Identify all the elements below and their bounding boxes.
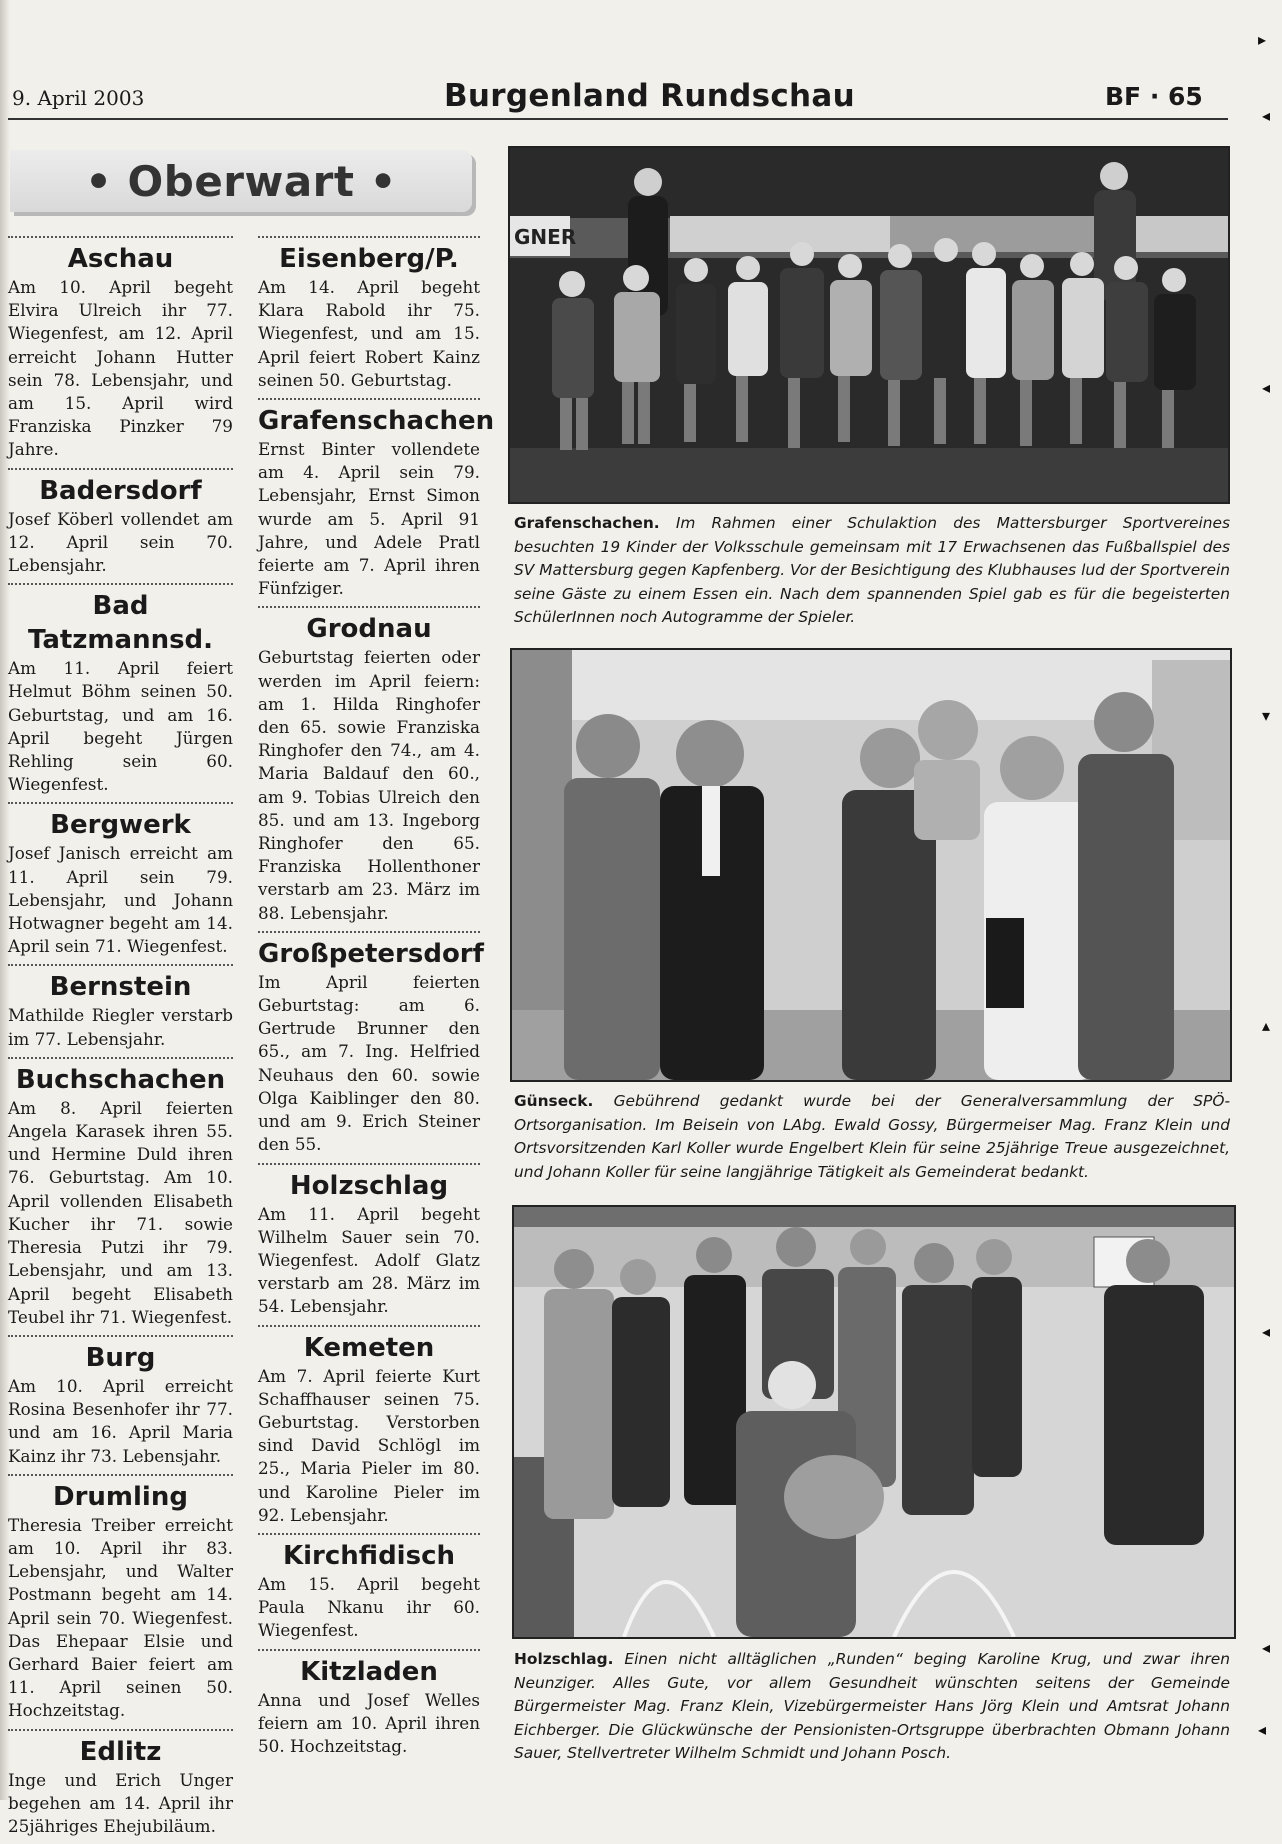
announcement-text: Josef Janisch erreicht am 11. April sein 79. Lebensjahr, und Johann Hotwagner begeht am 14. April sein 71. Wiegenfest. bbox=[8, 843, 233, 957]
announcement-entry bbox=[258, 236, 480, 392]
announcement-entry bbox=[258, 931, 484, 1157]
announcement-entry bbox=[8, 583, 233, 796]
announcement-entry bbox=[258, 606, 480, 924]
caption-place: Grafenschachen. bbox=[514, 514, 660, 532]
announcement-entry bbox=[8, 802, 233, 958]
announcement-text: Am 8. April feierten Angela Karasek ihren 55. und Hermine Duld ihren 76. Geburtstag. Am 10. April vollenden Elisabeth Kucher ihr 71. sowie Theresia Putzi ihr 79. Lebensjahr, und am 13. April begeht Elisabeth Teubel ihr 71. Wiegenfest. bbox=[8, 1097, 233, 1327]
caption-text: Einen nicht alltäglichen „Runden“ beging Karoline Krug, und zwar ihren Neunziger. Alles Gute, vor allem Gesundheit wünschten seitens der Gemeinde Bürgermeister Mag. Franz Klein, Vizebürgermeister Hans Jörg Klein und Amtsrat Johann Eichberger. Die Glückwünsche der Pensionisten-Ortsgruppe überbrachten Obmann Johann Sauer, Stellvertreter Wilhelm Schmidt und Johann Posch. bbox=[514, 1650, 1230, 1762]
header-rule bbox=[8, 118, 1228, 120]
announcement-text: Am 10. April erreicht Rosina Besenhofer ihr 77. und am 16. April Maria Kainz ihr 73. Lebensjahr. bbox=[8, 1375, 233, 1466]
place-name: Großpetersdorf bbox=[258, 938, 484, 969]
photo-guenseck bbox=[510, 648, 1232, 1082]
scan-mark-icon: ▴ bbox=[1262, 1016, 1271, 1035]
announcement-entry bbox=[258, 1325, 480, 1527]
photo-holzschlag bbox=[512, 1205, 1236, 1639]
caption-text: Gebührend gedankt wurde bei der Generalversammlung der SPÖ-Ortsorganisation. Im Beisein von LAbg. Ewald Gossy, Bürgermeiser Mag. Franz Klein und Ortsvorsitzenden Karl Koller wurde Engelbert Klein für seine 25jährige Treue ausgezeichnet, und Johann Koller für seine langjährige Tätigkeit als Gemeinderat bedankt. bbox=[514, 1092, 1230, 1181]
photo-grafenschachen bbox=[508, 146, 1230, 504]
place-name: Grafenschachen bbox=[258, 406, 495, 437]
place-name: Grodnau bbox=[306, 614, 432, 645]
announcements-column-2 bbox=[258, 236, 495, 1764]
announcement-text: Am 15. April begeht Paula Nkanu ihr 60. Wiegenfest. bbox=[258, 1573, 480, 1641]
announcement-text: Anna und Josef Welles feiern am 10. April ihren 50. Hochzeitstag. bbox=[258, 1689, 480, 1756]
announcement-entry bbox=[258, 1533, 480, 1643]
place-name: Holzschlag bbox=[289, 1170, 449, 1201]
announcement-entry bbox=[258, 398, 495, 600]
announcement-entry bbox=[258, 1649, 480, 1759]
announcement-entry bbox=[8, 1057, 233, 1329]
caption-grafenschachen bbox=[514, 512, 1230, 630]
section-title: • Oberwart • bbox=[85, 156, 397, 206]
announcement-entry bbox=[8, 1729, 233, 1839]
announcement-text: Inge und Erich Unger begehen am 14. April ihr 25jähriges Ehejubiläum. bbox=[8, 1769, 233, 1836]
announcement-text: Theresia Treiber erreicht am 10. April ihr 83. Lebensjahr, und Walter Postmann begeht am 14. April sein 70. Wiegenfest. Das Ehepaar Elsie und Gerhard Baier feiert am 11. April seinen 50. Hochzeitstag. bbox=[8, 1514, 233, 1721]
place-name: Burg bbox=[85, 1342, 156, 1373]
place-name: Aschau bbox=[67, 244, 174, 274]
announcement-text: Am 7. April feierte Kurt Schaffhauser seinen 75. Geburtstag. Verstorben sind David Schlögl im 25., Maria Pieler im 80. und Karoline Pieler im 92. Lebensjahr. bbox=[258, 1365, 480, 1525]
place-name: Kemeten bbox=[303, 1332, 435, 1363]
scan-mark-icon: ◂ bbox=[1262, 106, 1271, 125]
page-number: BF · 65 bbox=[1105, 82, 1203, 111]
caption-holzschlag bbox=[514, 1648, 1230, 1766]
announcement-entry bbox=[8, 964, 233, 1050]
scan-mark-icon: ◂ bbox=[1258, 1720, 1267, 1739]
announcement-entry bbox=[8, 1474, 233, 1723]
caption-text: Im Rahmen einer Schulaktion des Mattersburger Sportvereines besuchten 19 Kinder der Volksschule gemeinsam mit 17 Erwachsenen das Fußballspiel des SV Mattersburg gegen Kapfenberg. Vor der Besichtigung des Klubhauses lud der Sportverein seine Gäste zu einem Essen ein. Nach dem spannenden Spiel gab es für die begeisterten SchülerInnen noch Autogramme der Spieler. bbox=[514, 514, 1230, 626]
announcements-column-1 bbox=[8, 236, 233, 1844]
announcement-text: Am 14. April begeht Klara Rabold ihr 75. Wiegenfest, und am 15. April feiert Robert Kainz seinen 50. Geburtstag. bbox=[258, 277, 480, 390]
announcement-entry bbox=[8, 468, 233, 578]
announcement-text: Geburtstag feierten oder werden im April feiern: am 1. Hilda Ringhofer den 65. sowie Franziska Ringhofer den 74., am 4. Maria Baldauf den 60., am 9. Tobias Ulreich den 85. und am 13. Ingeborg Ringhofer den 65. Franziska Hollenthoner verstarb am 23. März im 88. Lebensjahr. bbox=[258, 647, 480, 923]
scan-mark-icon: ▾ bbox=[1262, 706, 1271, 725]
caption-place: Günseck. bbox=[514, 1092, 594, 1110]
caption-place: Holzschlag. bbox=[514, 1650, 614, 1668]
place-name: Buchschachen bbox=[15, 1064, 226, 1095]
announcement-text: Im April feierten Geburtstag: am 6. Gertrude Brunner den 65., am 7. Ing. Helfried Neuhaus den 60. sowie Olga Kaiblinger den 80. und am 9. Erich Steiner den 55. bbox=[258, 971, 480, 1155]
issue-date: 9. April 2003 bbox=[12, 86, 145, 110]
announcement-text: Josef Köberl vollendet am 12. April sein 70. Lebensjahr. bbox=[8, 508, 233, 576]
newspaper-title: Burgenland Rundschau bbox=[444, 78, 855, 114]
place-name: Badersdorf bbox=[39, 475, 202, 506]
place-name: Bergwerk bbox=[50, 810, 191, 841]
announcement-entry bbox=[8, 236, 233, 462]
place-name: Bad Tatzmannsd. bbox=[27, 591, 214, 656]
announcement-text: Am 10. April begeht Elvira Ulreich ihr 77. Wiegenfest, am 12. April erreicht Johann Hutter sein 78. Lebensjahr, und am 15. April wird Franziska Pinzker 79 Jahre. bbox=[8, 277, 233, 460]
place-name: Kitzladen bbox=[300, 1656, 438, 1687]
place-name: Eisenberg/P. bbox=[279, 244, 459, 274]
scan-mark-icon: ◂ bbox=[1262, 1638, 1271, 1657]
announcement-text: Am 11. April begeht Wilhelm Sauer sein 70. Wiegenfest. Adolf Glatz verstarb am 28. März im 54. Lebensjahr. bbox=[258, 1203, 480, 1317]
caption-guenseck bbox=[514, 1090, 1230, 1184]
announcement-text: Am 11. April feiert Helmut Böhm seinen 50. Geburtstag, und am 16. April begeht Jürgen Rehling sein 60. Wiegenfest. bbox=[8, 658, 233, 795]
place-name: Kirchfidisch bbox=[283, 1540, 455, 1571]
announcement-text: Ernst Binter vollendete am 4. April sein 79. Lebensjahr, Ernst Simon wurde am 5. April 91 Jahre, und Adele Pratl feierte am 7. April ihren Fünfziger. bbox=[258, 439, 480, 599]
place-name: Bernstein bbox=[49, 972, 192, 1003]
scan-mark-icon: ▸ bbox=[1258, 30, 1267, 49]
announcement-text: Mathilde Riegler verstarb im 77. Lebensjahr. bbox=[8, 1005, 233, 1049]
section-banner bbox=[10, 150, 472, 212]
scan-mark-icon: ◂ bbox=[1262, 378, 1271, 397]
place-name: Edlitz bbox=[79, 1736, 162, 1767]
announcement-entry bbox=[258, 1163, 480, 1319]
scan-mark-icon: ◂ bbox=[1262, 1322, 1271, 1341]
stadium-sign-text: GNER bbox=[514, 225, 577, 249]
place-name: Drumling bbox=[53, 1481, 188, 1512]
announcement-entry bbox=[8, 1335, 233, 1468]
